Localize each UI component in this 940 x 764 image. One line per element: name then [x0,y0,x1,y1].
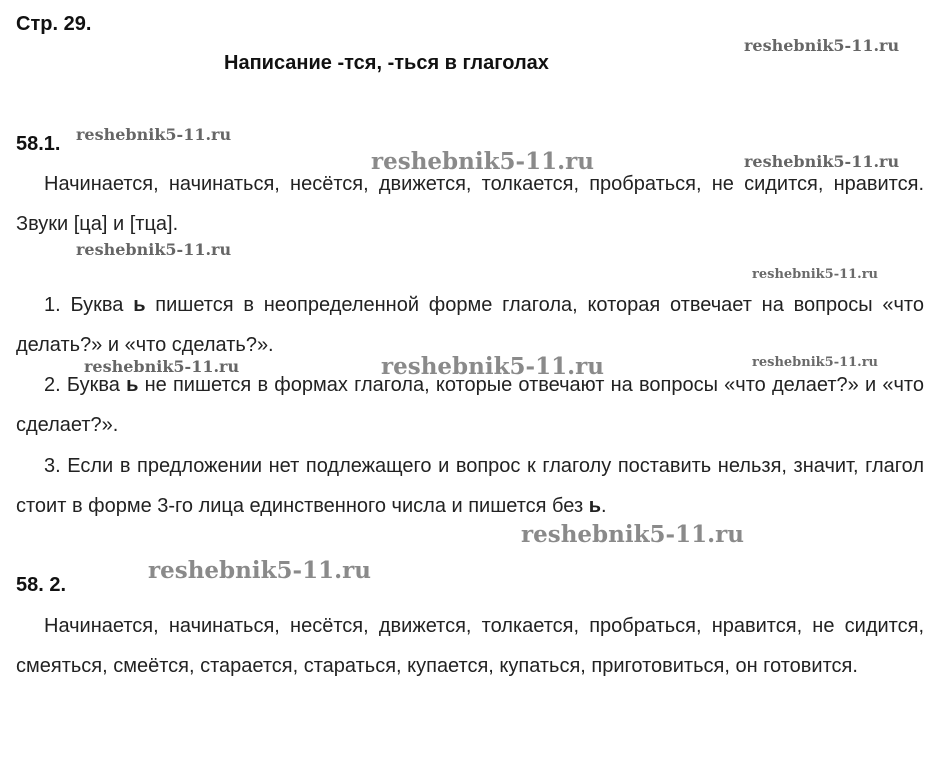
watermark: reshebnik5-11.ru [371,148,594,175]
soft-sign-letter: ь [133,294,146,316]
exercise-number-58-1: 58.1. [16,133,61,155]
rule-1-text-start: 1. Буква [44,294,134,316]
watermark: reshebnik5-11.ru [744,152,900,171]
exercise-58-1-answer [16,164,924,244]
rule-2-text-end: не пишется в формах глагола, которые отвечают на вопросы «что делает?» и «что сделает?». [16,374,924,436]
answer-words: Начинается, начинаться, несётся, движется, толкается, пробраться, не сидится, нравится. Звуки [ца] и [тца]. [16,173,924,235]
page-title: Написание -тся, -ться в глаголах [224,52,549,74]
exercise-58-2-answer [16,606,924,686]
watermark: reshebnik5-11.ru [381,353,604,380]
watermark: reshebnik5-11.ru [521,521,744,548]
rule-1-text-end: пишется в неопределенной форме глагола, которая отвечает на вопросы «что делать?» и «что сделать?». [16,294,924,356]
rule-3 [16,446,924,526]
exercise-number-58-2: 58. 2. [16,574,67,596]
soft-sign-letter: ь [588,495,601,517]
rule-2-text-start: 2. Буква [44,374,127,396]
watermark: reshebnik5-11.ru [76,240,232,259]
watermark: reshebnik5-11.ru [744,36,900,55]
answer-words: Начинается, начинаться, несётся, движется, толкается, пробраться, нравится, не сидится, смеяться, смеётся, старается, стараться, купается, купаться, приготовиться, он готовится. [16,615,924,677]
rule-3-text-start: 3. Если в предложении нет подлежащего и вопрос к глаголу поставить нельзя, значит, глагол стоит в форме 3-го лица единственного числа и пишется без [16,455,924,517]
page-number: Стр. 29. [16,13,92,35]
watermark: reshebnik5-11.ru [752,355,879,370]
rule-3-period: . [601,495,607,517]
watermark: reshebnik5-11.ru [84,357,240,376]
watermark: reshebnik5-11.ru [752,267,879,282]
watermark: reshebnik5-11.ru [76,125,232,144]
soft-sign-letter: ь [126,374,139,396]
watermark: reshebnik5-11.ru [148,557,371,584]
